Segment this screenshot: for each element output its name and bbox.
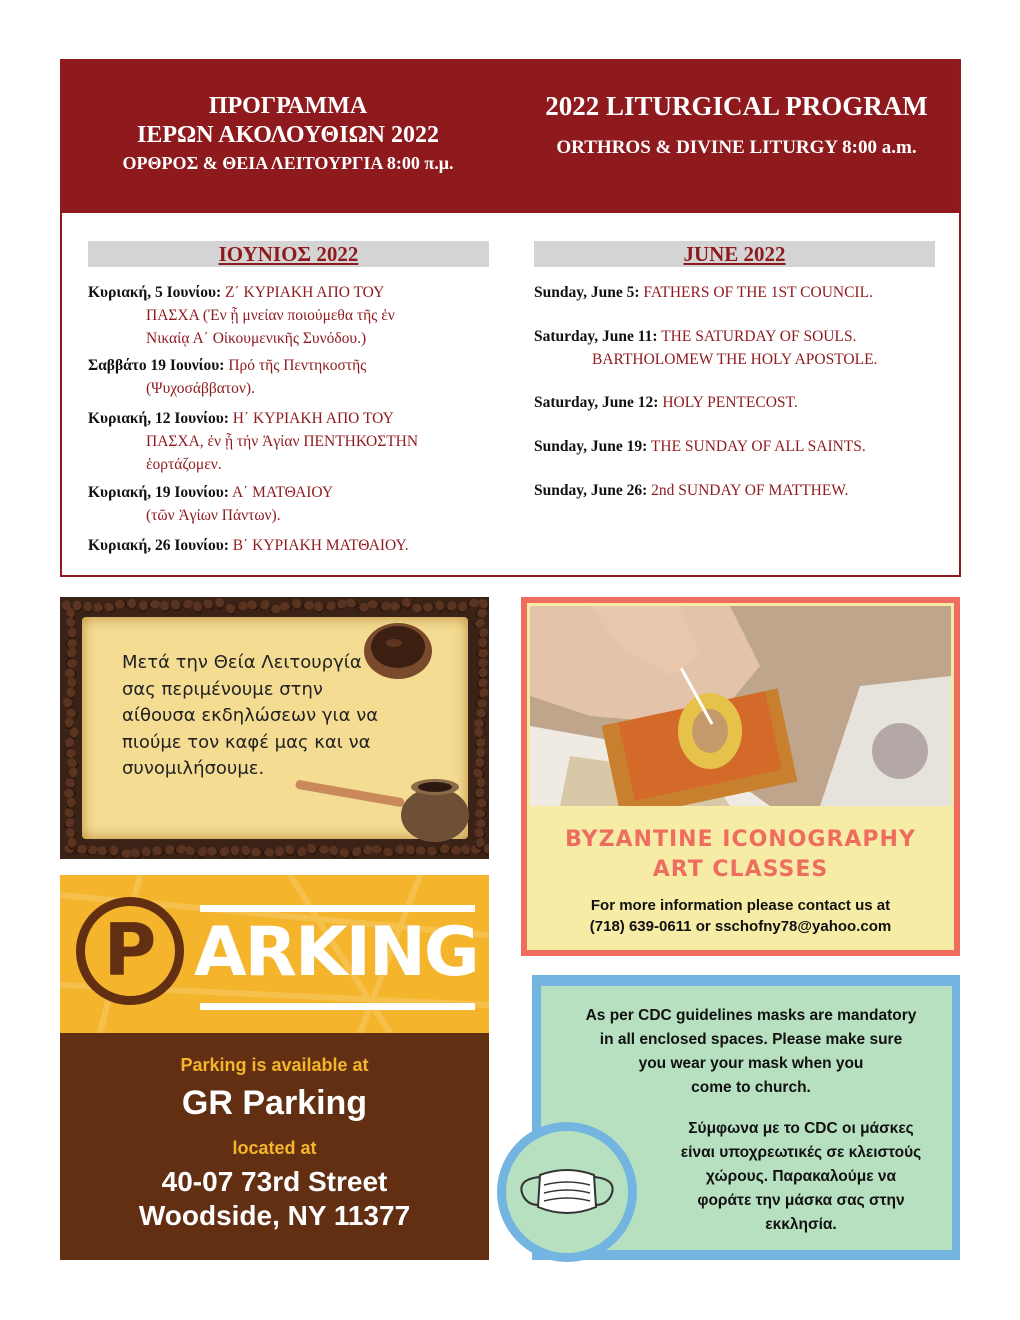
program-header	[62, 61, 959, 213]
entry-date: Sunday, June 19:	[534, 438, 648, 455]
iconography-title-line: BYZANTINE ICONOGRAPHY	[565, 827, 916, 852]
coffee-bean	[214, 597, 226, 611]
mask-line: As per CDC guidelines masks are mandatory	[585, 1007, 917, 1024]
liturgical-program	[60, 59, 961, 577]
entry-text: ΠΑΣΧΑ (Ἐν ᾗ μνείαν ποιούμεθα τῆς ἐν	[146, 307, 395, 324]
mask-line: φοράτε την μάσκα σας στην	[697, 1192, 905, 1209]
greek-header	[62, 61, 514, 176]
parking-card	[60, 875, 489, 1260]
coffee-line: πιούμε τον καφέ μας και να	[122, 731, 371, 753]
mask-line: χώρους. Παρακαλούμε να	[705, 1168, 897, 1185]
icon-painting-illustration	[530, 606, 951, 806]
coffee-bean	[138, 599, 149, 612]
mask-circle-badge	[497, 1122, 637, 1262]
entry-text: (τῶν Ἁγίων Πάντων).	[146, 507, 281, 524]
english-header-subtitle: ORTHROS & DIVINE LITURGY 8:00 a.m.	[556, 137, 917, 158]
parking-p-icon: P	[76, 897, 184, 1005]
entry-date: Sunday, June 5:	[534, 284, 640, 301]
coffee-bean	[301, 600, 314, 611]
mask-circle-inner	[506, 1131, 628, 1253]
coffee-line: Μετά την Θεία Λειτουργία	[122, 652, 362, 673]
coffee-bean	[148, 600, 160, 610]
entry-text: THE SATURDAY OF SOULS.	[661, 328, 857, 345]
mask-line: Σύμφωνα με το CDC οι μάσκες	[688, 1120, 914, 1137]
mask-line: είναι υποχρεωτικές σε κλειστούς	[680, 1144, 922, 1161]
mask-english-text	[561, 1004, 941, 1100]
parking-word: ARKING	[194, 913, 478, 992]
greek-entry	[88, 407, 508, 476]
coffee-bean	[434, 599, 446, 613]
entry-date: Κυριακή, 5 Ιουνίου:	[88, 284, 222, 301]
entry-text: (Ψυχοσάββατον).	[146, 380, 255, 397]
coffee-line: σας περιμένουμε στην	[122, 678, 323, 700]
english-header	[514, 61, 959, 161]
coffee-bean	[217, 845, 230, 859]
iconography-contact	[527, 895, 954, 937]
greek-entry	[88, 281, 508, 350]
contact-line: For more information please contact us at	[590, 897, 891, 914]
iconography-title	[527, 825, 954, 885]
coffee-bean	[444, 599, 459, 614]
coffee-bean	[329, 845, 339, 858]
parking-address-line: Woodside, NY 11377	[138, 1200, 411, 1231]
english-entry	[534, 435, 944, 458]
mask-greek-text	[651, 1117, 951, 1237]
coffee-bean	[202, 597, 217, 612]
english-entry	[534, 479, 944, 502]
coffee-bean	[382, 846, 397, 859]
entry-text: Η΄ ΚΥΡΙΑΚΗ ΑΠΟ ΤΟΥ	[232, 410, 394, 427]
face-mask-icon	[514, 1161, 620, 1223]
coffee-bean	[262, 848, 275, 858]
parking-banner	[60, 875, 489, 1033]
entry-date: Κυριακή, 26 Ιουνίου:	[88, 537, 229, 554]
coffee-line: αίθουσα εκδηλώσεων για να	[122, 705, 379, 726]
coffee-bean	[475, 797, 489, 809]
coffee-line: συνομιλήσουμε.	[122, 758, 265, 779]
parking-name: GR Parking	[181, 1084, 368, 1122]
coffee-bean	[67, 627, 76, 639]
mask-line: you wear your mask when you	[638, 1055, 864, 1072]
contact-line[interactable]: (718) 639-0611 or sschofny78@yahoo.com	[589, 918, 892, 935]
entry-text: Ζ΄ ΚΥΡΙΑΚΗ ΑΠΟ ΤΟΥ	[225, 284, 385, 301]
greek-entry	[88, 354, 508, 400]
mask-line: in all enclosed spaces. Please make sure	[599, 1031, 903, 1048]
entry-date: Κυριακή, 12 Ιουνίου:	[88, 410, 229, 427]
parking-available-label: Parking is available at	[180, 1055, 369, 1075]
coffee-bean	[230, 845, 239, 857]
coffee-bean	[206, 845, 220, 857]
coffee-bean	[65, 659, 77, 668]
entry-date: Κυριακή, 19 Ιουνίου:	[88, 484, 229, 501]
iconography-photo	[530, 606, 951, 806]
english-month-bar: JUNE 2022	[534, 241, 935, 267]
entry-text: FATHERS OF THE 1ST COUNCIL.	[643, 284, 873, 301]
english-entry	[534, 325, 944, 371]
greek-month-bar: ΙΟΥΝΙΟΣ 2022	[88, 241, 489, 267]
english-header-title: 2022 LITURGICAL PROGRAM	[545, 91, 928, 121]
entry-text: THE SUNDAY OF ALL SAINTS.	[650, 438, 866, 455]
parking-address-line: 40-07 73rd Street	[161, 1166, 388, 1197]
entry-text: Νικαίᾳ Α΄ Οἰκουμενικῆς Συνόδου.)	[146, 330, 367, 347]
greek-entry	[88, 534, 508, 557]
entry-date: Sunday, June 26:	[534, 482, 648, 499]
coffee-bean	[114, 599, 127, 610]
coffee-bean	[389, 601, 402, 612]
coffee-bean	[422, 601, 436, 613]
entry-text: BARTHOLOMEW THE HOLY APOSTOLE.	[592, 351, 878, 368]
parking-located-label: located at	[232, 1138, 317, 1158]
entry-text: Πρό τῆς Πεντηκοστῆς	[228, 357, 367, 374]
english-entry	[534, 391, 944, 414]
coffee-bean	[475, 699, 487, 708]
iconography-card	[521, 597, 960, 956]
coffee-bean	[158, 599, 172, 614]
coffee-hour-card	[60, 597, 489, 859]
parking-info	[60, 1033, 489, 1260]
banner-stripe	[200, 1003, 475, 1010]
entry-text: ΠΑΣΧΑ, ἐν ᾗ τήν Ἁγίαν ΠΕΝΤΗΚΟΣΤΗΝ	[146, 433, 419, 450]
coffee-bean	[474, 808, 487, 818]
entry-text: HOLY PENTECOST.	[662, 394, 798, 411]
greek-header-line: ΟΡΘΡΟΣ & ΘΕΙΑ ΛΕΙΤΟΥΡΓΙΑ 8:00 π.μ.	[122, 153, 454, 173]
banner-stripe	[200, 905, 475, 912]
coffee-bean	[272, 845, 285, 859]
entry-text: Α΄ ΜΑΤΘΑΙΟΥ	[231, 484, 334, 501]
english-entry	[534, 281, 944, 304]
mask-line: εκκλησία.	[765, 1216, 837, 1233]
coffee-bean	[109, 846, 118, 858]
entry-text: 2nd SUNDAY OF MATTHEW.	[651, 482, 849, 499]
coffee-bean	[280, 602, 293, 612]
greek-header-line: ΙΕΡΩΝ ΑΚΟΛΟΥΘΙΩΝ 2022	[137, 122, 439, 148]
entry-date: Saturday, June 11:	[534, 328, 658, 345]
entry-text: ἑορτάζομεν.	[146, 456, 222, 473]
greek-entry	[88, 481, 508, 527]
entry-date: Saturday, June 12:	[534, 394, 659, 411]
coffee-bean	[127, 598, 138, 611]
mask-line: come to church.	[691, 1079, 811, 1096]
coffee-message	[122, 650, 402, 783]
entry-text: Β΄ ΚΥΡΙΑΚΗ ΜΑΤΘΑΙΟΥ.	[232, 537, 409, 554]
iconography-title-line: ART CLASSES	[652, 857, 829, 882]
coffee-bean	[180, 599, 194, 612]
greek-header-line: ΠΡΟΓΡΑΜΜΑ	[208, 93, 368, 119]
coffee-bean	[96, 844, 111, 859]
entry-date: Σαββάτο 19 Ιουνίου:	[88, 357, 225, 374]
